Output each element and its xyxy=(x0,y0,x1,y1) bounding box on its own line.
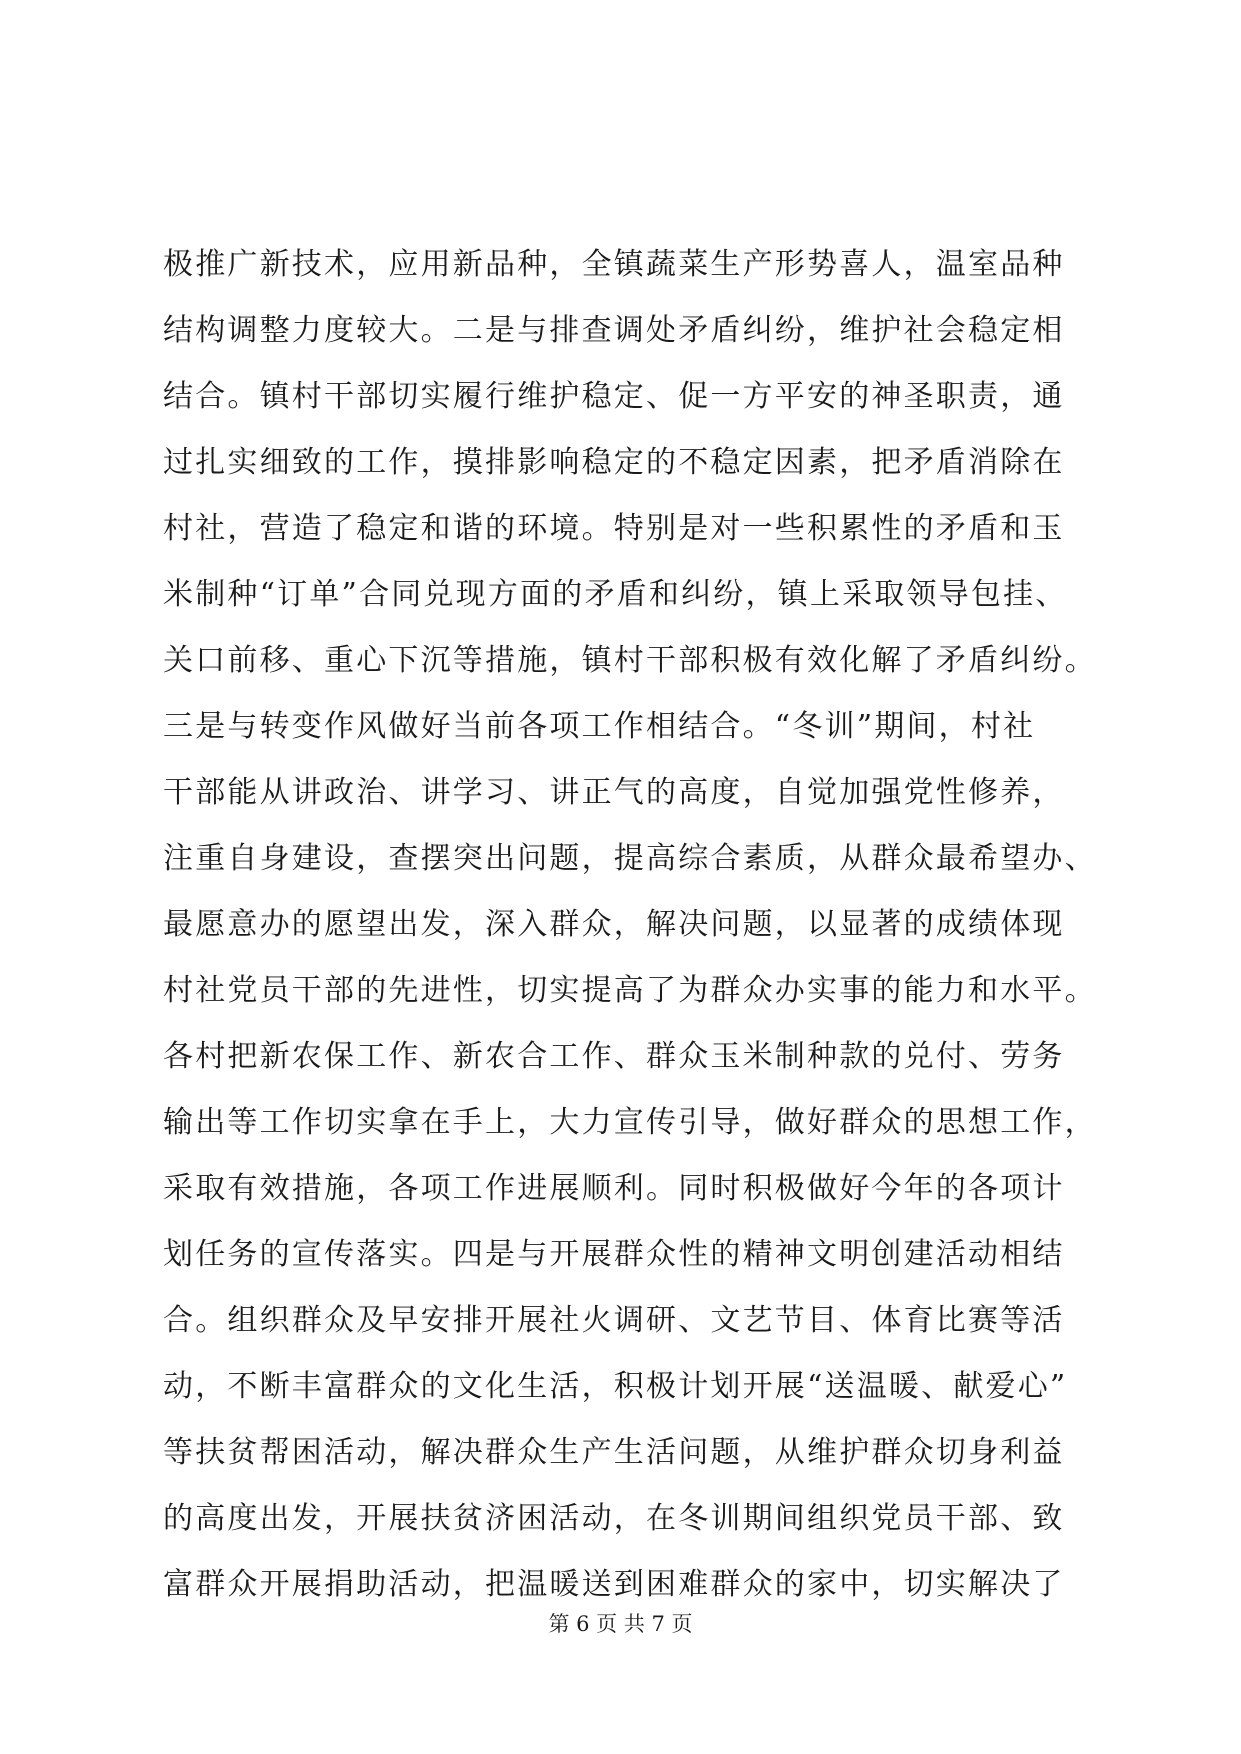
text-line: 米制种“订单”合同兑现方面的矛盾和纠纷，镇上采取领导包挂、 xyxy=(163,577,1068,612)
text-line: 干部能从讲政治、讲学习、讲正气的高度，自觉加强党性修养， xyxy=(163,775,1065,810)
text-line: 输出等工作切实拿在手上，大力宣传引导，做好群众的思想工作， xyxy=(163,1105,1097,1140)
body-text xyxy=(163,232,1103,1618)
text-line: 采取有效措施，各项工作进展顺利。同时积极做好今年的各项计 xyxy=(163,1171,1065,1206)
text-line: 过扎实细致的工作，摸排影响稳定的不稳定因素，把矛盾消除在 xyxy=(163,445,1065,480)
text-line: 最愿意办的愿望出发，深入群众，解决问题，以显著的成绩体现 xyxy=(163,907,1065,942)
text-line: 结合。镇村干部切实履行维护稳定、促一方平安的神圣职责，通 xyxy=(163,379,1065,414)
text-line: 关口前移、重心下沉等措施，镇村干部积极有效化解了矛盾纠纷。 xyxy=(163,643,1097,678)
text-line: 富群众开展捐助活动，把温暖送到困难群众的家中，切实解决了 xyxy=(163,1567,1065,1602)
text-line: 村社，营造了稳定和谐的环境。特别是对一些积累性的矛盾和玉 xyxy=(163,511,1065,546)
text-line: 注重自身建设，查摆突出问题，提高综合素质，从群众最希望办、 xyxy=(163,841,1097,876)
text-line: 结构调整力度较大。二是与排查调处矛盾纠纷，维护社会稳定相 xyxy=(163,313,1065,348)
text-line: 各村把新农保工作、新农合工作、群众玉米制种款的兑付、劳务 xyxy=(163,1039,1065,1074)
text-line: 的高度出发，开展扶贫济困活动，在冬训期间组织党员干部、致 xyxy=(163,1501,1065,1536)
text-line: 划任务的宣传落实。四是与开展群众性的精神文明创建活动相结 xyxy=(163,1237,1065,1272)
page-footer: 第 6 页 共 7 页 xyxy=(548,1612,693,1636)
text-line: 动，不断丰富群众的文化生活，积极计划开展“送温暖、献爱心” xyxy=(163,1369,1068,1404)
text-line: 合。组织群众及早安排开展社火调研、文艺节目、体育比赛等活 xyxy=(163,1303,1065,1338)
text-line: 村社党员干部的先进性，切实提高了为群众办实事的能力和水平。 xyxy=(163,973,1097,1008)
text-line: 三是与转变作风做好当前各项工作相结合。“冬训”期间，村社 xyxy=(163,709,1036,744)
text-line: 等扶贫帮困活动，解决群众生产生活问题，从维护群众切身利益 xyxy=(163,1435,1065,1470)
text-line: 极推广新技术，应用新品种，全镇蔬菜生产形势喜人，温室品种 xyxy=(163,247,1065,282)
